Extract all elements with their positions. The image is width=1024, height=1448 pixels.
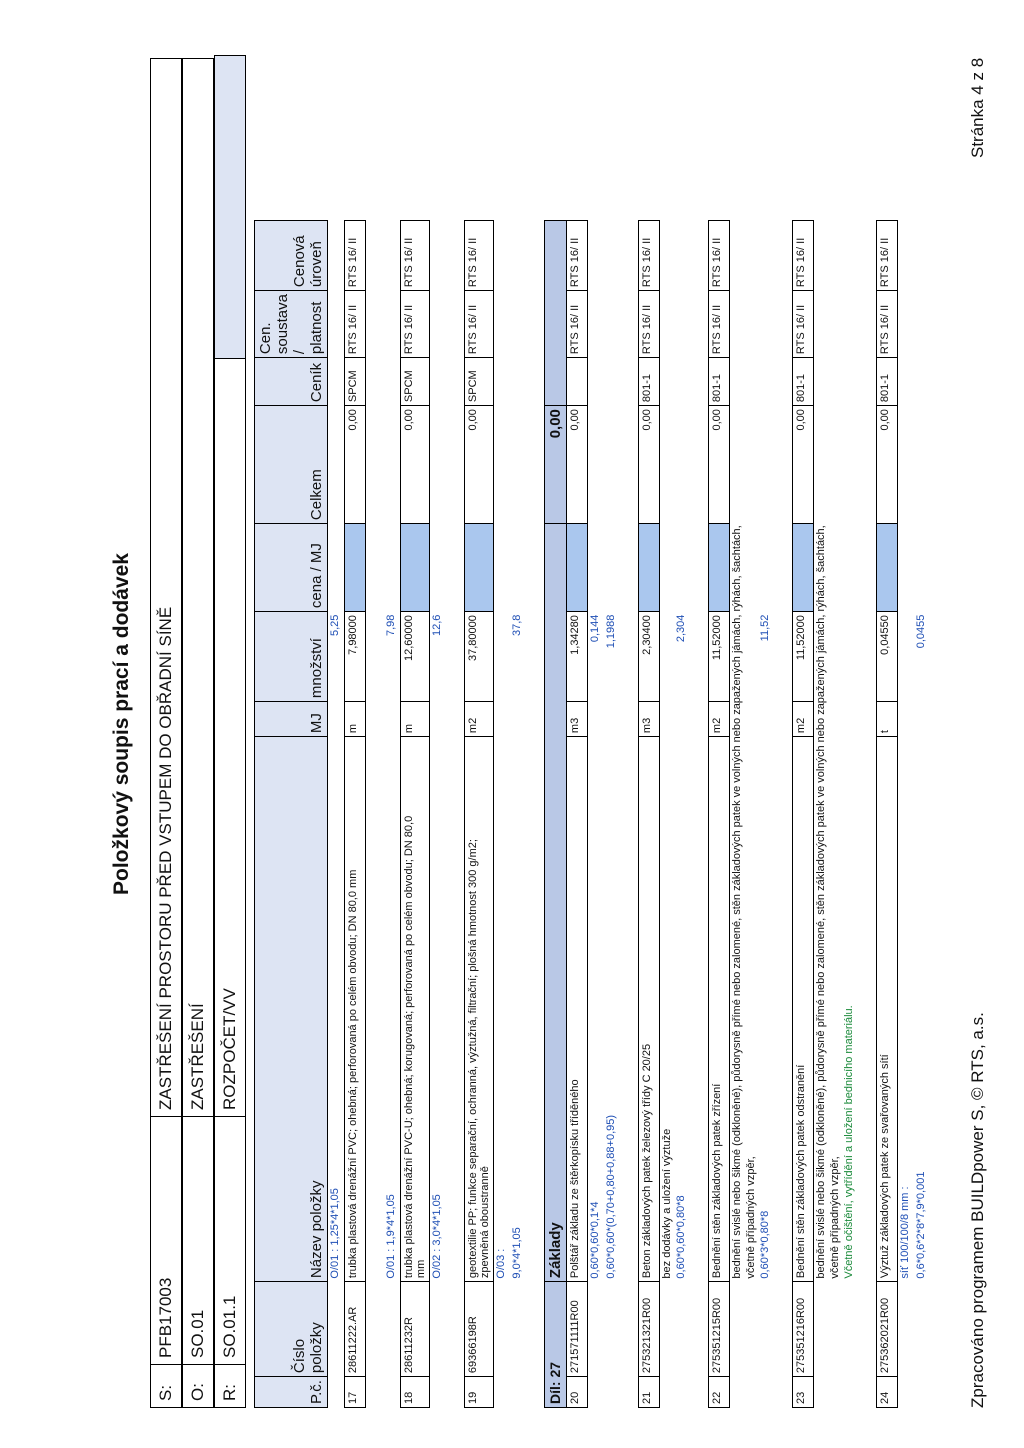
row-qty: 1,34280 <box>567 612 588 702</box>
row-code: 275351215R00 <box>709 1282 730 1377</box>
section-label: Díl: 27 <box>545 1282 567 1408</box>
row-price[interactable] <box>793 524 814 612</box>
row-soustava: RTS 16/ II <box>401 291 430 358</box>
header-r-name: ROZPOČET/VV <box>215 359 246 1117</box>
row-name-line2: zpevněná oboustranně <box>479 1166 491 1279</box>
header-o-code: SO.01 <box>183 1117 214 1365</box>
row-mj: m2 <box>465 702 494 737</box>
row-description: včetně případných vzpěr, <box>745 1156 757 1279</box>
calc-value: 12,6 <box>431 614 443 637</box>
col-code: Číslo položky <box>255 1282 328 1377</box>
calc-value: 11,52 <box>759 614 771 642</box>
section-total: 0,00 <box>545 406 567 524</box>
row-soustava: RTS 16/ II <box>877 291 898 358</box>
col-uroven: Cenová úroveň <box>255 221 328 291</box>
row-cenik: SPCM <box>401 358 430 406</box>
row-pc: 21 <box>639 1377 660 1408</box>
footer-software: Zpracováno programem BUILDpower S, © RTS, a.s. <box>968 1012 987 1408</box>
calc-value: 0,144 <box>589 614 601 643</box>
row-soustava: RTS 16/ II <box>639 291 660 358</box>
row-name-line1: geotextilie PP; funkce separační, ochranná, výztužná, filtrační; plošná hmotnost 300 g/m2; <box>467 839 479 1279</box>
row-mj: m <box>401 702 430 737</box>
row-soustava: RTS 16/ II <box>345 291 366 358</box>
row-qty: 11,52000 <box>709 612 730 702</box>
row-name: Bednění stěn základových patek zřízení <box>709 737 730 1282</box>
row-mj: t <box>877 702 898 737</box>
row-total: 0,00 <box>793 406 814 524</box>
table-row <box>465 221 494 1408</box>
header-s-row <box>150 58 182 1408</box>
row-code: 275321321R00 <box>639 1282 660 1377</box>
header-s-name: ZASTŘEŠENÍ PROSTORU PŘED VSTUPEM DO OBŘADNÍ SÍNĚ <box>151 59 182 1117</box>
row-pc: 24 <box>877 1377 898 1408</box>
calc-expr: O/03 : <box>495 1248 507 1279</box>
col-pc: P.č. <box>255 1377 328 1408</box>
items-table <box>254 220 930 1408</box>
calc-value: 2,304 <box>675 614 687 643</box>
col-price: cena / MJ <box>255 524 328 612</box>
header-r-row <box>214 55 246 1408</box>
row-pc: 18 <box>401 1377 430 1408</box>
row-uroven: RTS 16/ II <box>877 221 898 291</box>
row-price[interactable] <box>345 524 366 612</box>
row-code: 28611222.AR <box>345 1282 366 1377</box>
header-o-label: O: <box>183 1365 214 1408</box>
row-price[interactable] <box>567 524 588 612</box>
calc-expr: 9,0*4*1,05 <box>511 1227 523 1279</box>
row-uroven: RTS 16/ II <box>709 221 730 291</box>
row-cenik: 801-1 <box>877 358 898 406</box>
row-soustava: RTS 16/ II <box>567 291 588 358</box>
header-r-code: SO.01.1 <box>215 1117 246 1365</box>
col-cenik: Ceník <box>255 358 328 406</box>
row-name: Beton základových patek železový třídy C 20/25 <box>639 737 660 1282</box>
calc-value: 7,98 <box>385 614 397 637</box>
row-total: 0,00 <box>465 406 494 524</box>
row-qty: 7,98000 <box>345 612 366 702</box>
table-row <box>793 221 814 1408</box>
calc-expr: O/01 : 1,9*4*1,05 <box>385 1194 397 1279</box>
row-qty: 2,30400 <box>639 612 660 702</box>
row-qty: 12,60000 <box>401 612 430 702</box>
row-uroven: RTS 16/ II <box>465 221 494 291</box>
row-name-line1: trubka plastová drenážní PVC-U; ohebná; korugovaná; perforovaná po celém obvodu; DN 80,0 <box>403 815 415 1279</box>
row-description: bez dodávky a uložení výztuže <box>661 1128 673 1279</box>
footer-page-number: Stránka 4 z 8 <box>968 57 987 158</box>
row-code: 275351216R00 <box>793 1282 814 1377</box>
row-uroven: RTS 16/ II <box>793 221 814 291</box>
row-name: trubka plastová drenážní PVC; ohebná; perforovaná po celém obvodu; DN 80,0 mm <box>345 737 366 1282</box>
row-uroven: RTS 16/ II <box>567 221 588 291</box>
table-row <box>709 221 730 1408</box>
calc-expr: O/01 : 1,25*4*1,05 <box>329 1188 341 1279</box>
row-qty: 11,52000 <box>793 612 814 702</box>
calc-value: 1,1988 <box>605 614 617 649</box>
row-name: Polštář základu ze štěrkopísku tříděného <box>567 737 588 1282</box>
row-cenik: 801-1 <box>793 358 814 406</box>
table-header <box>255 221 328 1408</box>
row-description: včetně případných vzpěr, <box>829 1156 841 1279</box>
header-r-label: R: <box>215 1365 246 1408</box>
row-price[interactable] <box>709 524 730 612</box>
row-cenik: 801-1 <box>709 358 730 406</box>
row-code: 28611232R <box>401 1282 430 1377</box>
row-description-note: Včetně očištění, vytřídění a uložení bednicího materiálu. <box>843 1005 855 1279</box>
header-r-fill <box>215 56 246 359</box>
row-mj: m2 <box>709 702 730 737</box>
row-code: 275362021R00 <box>877 1282 898 1377</box>
row-mj: m3 <box>639 702 660 737</box>
row-uroven: RTS 16/ II <box>345 221 366 291</box>
calc-value: 37,8 <box>511 614 523 637</box>
header-s-label: S: <box>151 1365 182 1408</box>
row-price[interactable] <box>401 524 430 612</box>
col-soustava: Cen. soustava / platnost <box>255 291 328 358</box>
row-name <box>401 737 430 1282</box>
row-code: 271571111R00 <box>567 1282 588 1377</box>
row-description: bednění svislé nebo šikmé (odkloněné), půdorysně přímé nebo zalomené, stěn základových patek ve volných nebo zapažených jámách, rýhách, šachtách, <box>815 525 827 1279</box>
col-name: Název položky <box>255 737 328 1282</box>
row-price[interactable] <box>877 524 898 612</box>
header-o-row <box>182 58 214 1408</box>
row-pc: 19 <box>465 1377 494 1408</box>
calc-expr: 0,6*0,6*2*8*7,9*0,001 <box>915 1171 927 1279</box>
row-price[interactable] <box>639 524 660 612</box>
calc-expr: 0,60*3*0,80*8 <box>759 1210 771 1279</box>
row-soustava: RTS 16/ II <box>709 291 730 358</box>
row-total: 0,00 <box>345 406 366 524</box>
row-cenik <box>567 358 588 406</box>
row-total: 0,00 <box>877 406 898 524</box>
row-pc: 20 <box>567 1377 588 1408</box>
row-qty: 37,80000 <box>465 612 494 702</box>
row-pc: 17 <box>345 1377 366 1408</box>
row-cenik: SPCM <box>465 358 494 406</box>
section-name: Základy <box>545 524 567 1282</box>
table-row <box>877 221 898 1408</box>
col-qty: množství <box>255 612 328 702</box>
table-row <box>401 221 430 1408</box>
row-description: bednění svislé nebo šikmé (odkloněné), půdorysně přímé nebo zalomené, stěn základových patek ve volných nebo zapažených jámách, rýhách, šachtách, <box>731 525 743 1279</box>
header-s-code: PFB17003 <box>151 1117 182 1365</box>
row-qty: 0,04550 <box>877 612 898 702</box>
row-uroven: RTS 16/ II <box>401 221 430 291</box>
calc-expr: 0,60*0,60*0,1*4 <box>589 1201 601 1279</box>
table-row <box>567 221 588 1408</box>
row-code: 69366198R <box>465 1282 494 1377</box>
row-pc: 23 <box>793 1377 814 1408</box>
row-total: 0,00 <box>567 406 588 524</box>
row-mj: m2 <box>793 702 814 737</box>
row-price[interactable] <box>465 524 494 612</box>
table-row <box>639 221 660 1408</box>
page-title: Položkový soupis prací a dodávek <box>110 553 133 895</box>
col-mj: MJ <box>255 702 328 737</box>
row-uroven: RTS 16/ II <box>639 221 660 291</box>
row-total: 0,00 <box>639 406 660 524</box>
section-row <box>545 221 567 1408</box>
calc-expr: O/02 : 3,0*4*1,05 <box>431 1194 443 1279</box>
row-cenik: 801-1 <box>639 358 660 406</box>
row-total: 0,00 <box>709 406 730 524</box>
calc-expr: 0,60*0,60*(0,70+0,80+0,88+0,95) <box>605 1114 617 1279</box>
header-o-name: ZASTŘEŠENÍ <box>183 59 214 1117</box>
row-soustava: RTS 16/ II <box>465 291 494 358</box>
row-name-line2: mm <box>415 1259 427 1279</box>
row-mj: m <box>345 702 366 737</box>
row-cenik: SPCM <box>345 358 366 406</box>
calc-expr: 0,60*0,60*0,80*8 <box>675 1195 687 1279</box>
row-soustava: RTS 16/ II <box>793 291 814 358</box>
calc-value: 5,25 <box>329 614 341 637</box>
row-total: 0,00 <box>401 406 430 524</box>
calc-value: 0,0455 <box>915 614 927 649</box>
row-mj: m3 <box>567 702 588 737</box>
row-name: Výztuž základových patek ze svařovaných sítí <box>877 737 898 1282</box>
row-name <box>465 737 494 1282</box>
calc-expr: síť 100/100/8 mm : <box>899 1186 911 1279</box>
table-row <box>345 221 366 1408</box>
row-pc: 22 <box>709 1377 730 1408</box>
row-name: Bednění stěn základových patek odstranění <box>793 737 814 1282</box>
col-total: Celkem <box>255 406 328 524</box>
